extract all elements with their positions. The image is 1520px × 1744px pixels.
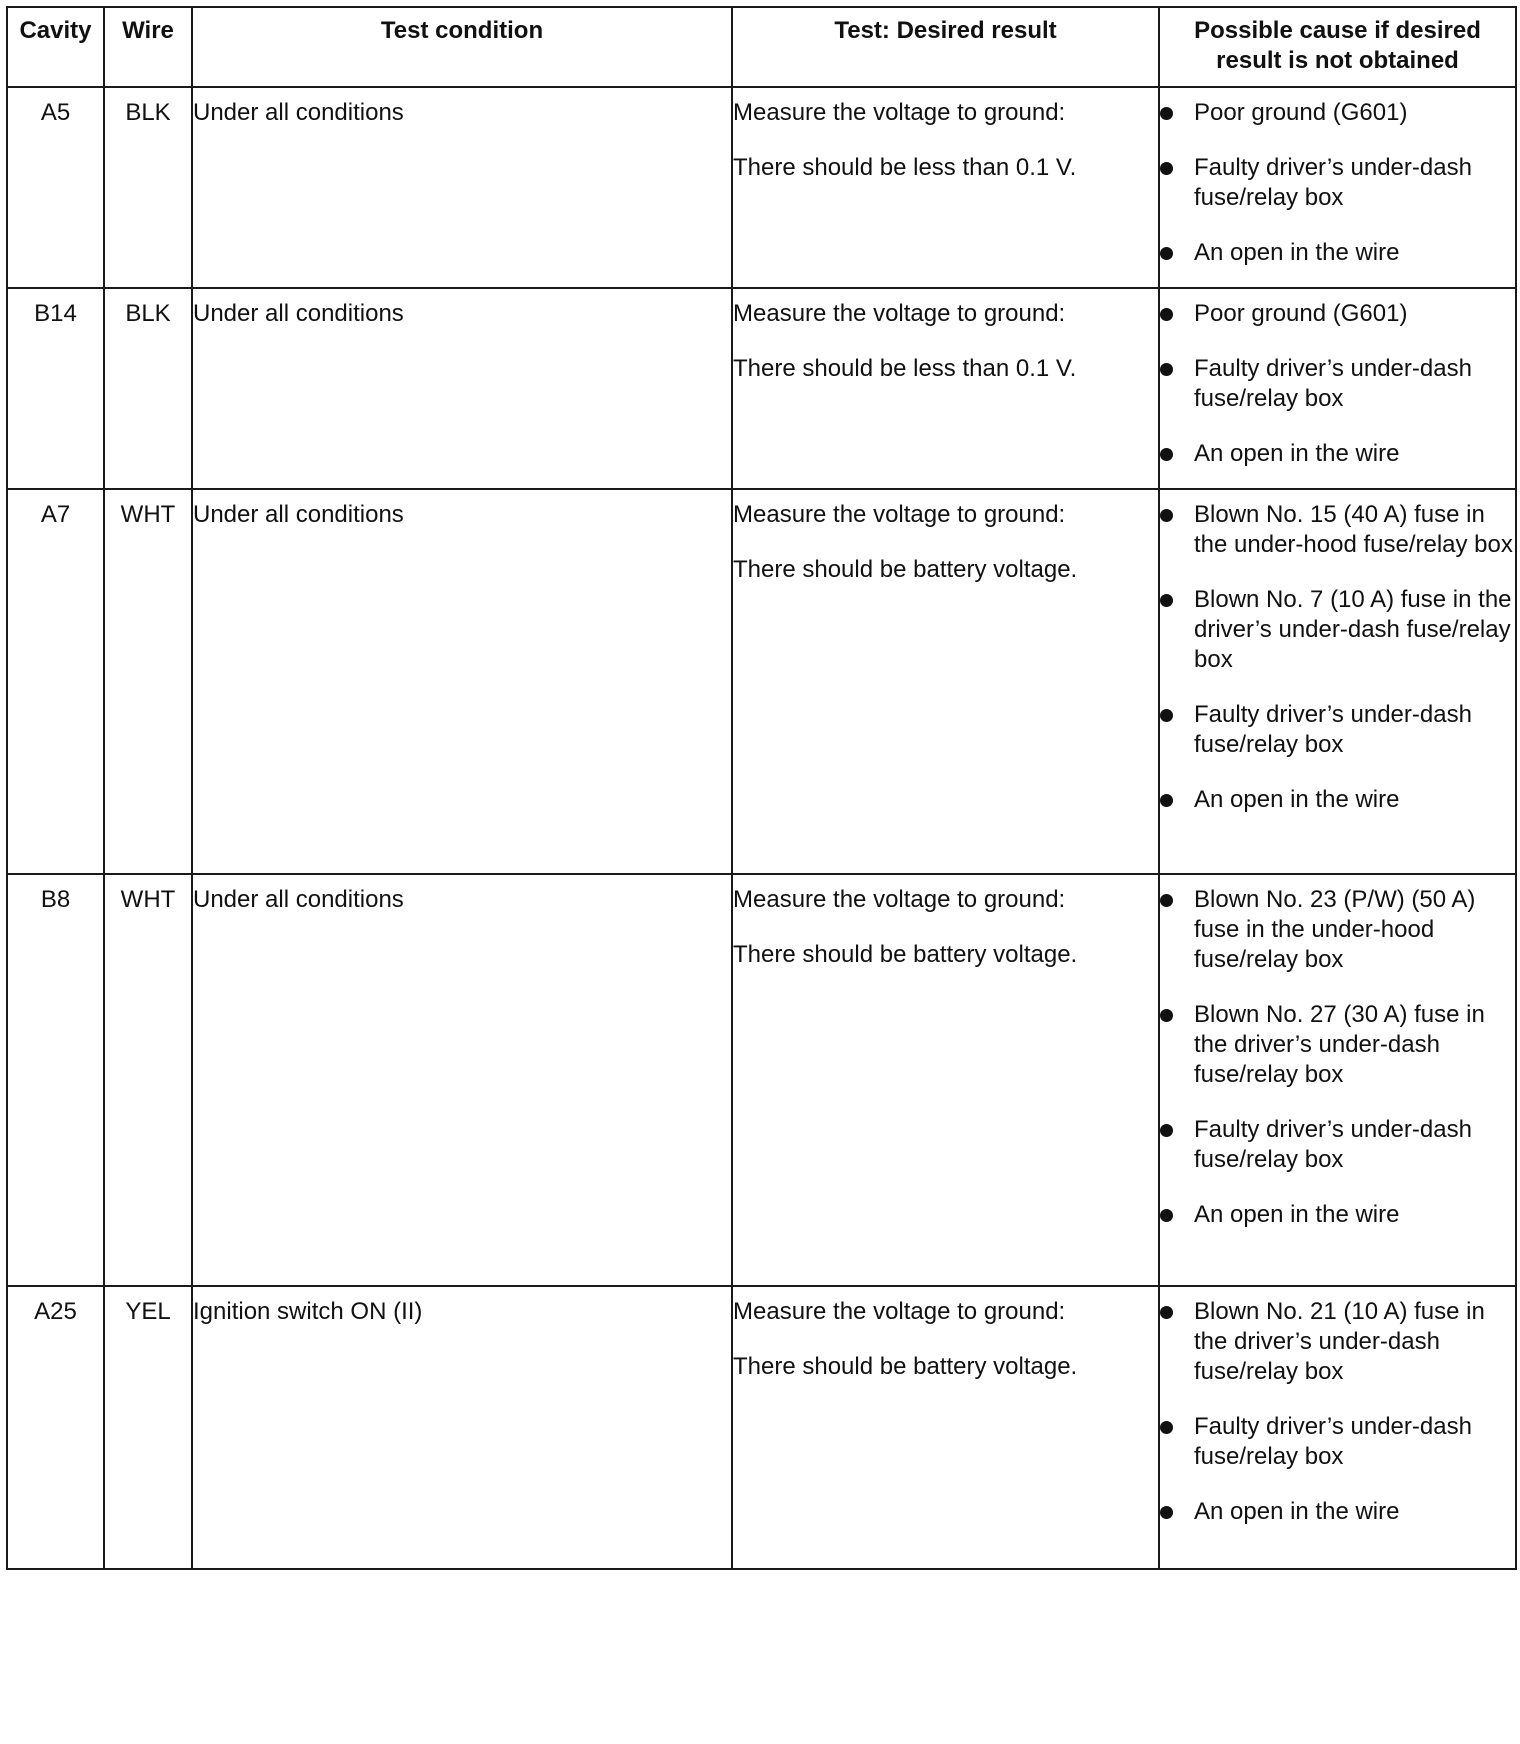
list-item [1160, 1297, 1515, 1387]
cause-text: Faulty driver’s under-dash fuse/relay box [1194, 154, 1472, 211]
possible-cause-cell [1159, 489, 1516, 874]
bullet-icon [1160, 509, 1173, 522]
test-condition-cell: Under all conditions [192, 874, 732, 1286]
cause-list [1160, 885, 1515, 1230]
bullet-icon [1160, 1209, 1173, 1222]
table-row [7, 1286, 1516, 1569]
wire-color-cell: YEL [104, 1286, 192, 1569]
list-item [1160, 885, 1515, 975]
bullet-icon [1160, 1124, 1173, 1137]
wire-color-cell: WHT [104, 874, 192, 1286]
result-expectation: There should be less than 0.1 V. [733, 154, 1077, 181]
list-item [1160, 153, 1515, 213]
cause-text: An open in the wire [1194, 1498, 1400, 1525]
cause-list [1160, 500, 1515, 815]
desired-result-cell [732, 1286, 1159, 1569]
result-instruction: Measure the voltage to ground: [733, 99, 1066, 126]
result-instruction: Measure the voltage to ground: [733, 300, 1066, 327]
cavity-cell: A5 [7, 87, 104, 288]
list-item [1160, 354, 1515, 414]
header-test-condition: Test condition [192, 7, 732, 87]
bullet-icon [1160, 1009, 1173, 1022]
table-header-row [7, 7, 1516, 87]
possible-cause-cell [1159, 1286, 1516, 1569]
header-wire: Wire [104, 7, 192, 87]
cause-text: Blown No. 15 (40 A) fuse in the under-hood fuse/relay box [1194, 501, 1513, 558]
test-condition-cell: Under all conditions [192, 288, 732, 489]
table-row [7, 489, 1516, 874]
wire-color-cell: BLK [104, 288, 192, 489]
result-instruction: Measure the voltage to ground: [733, 886, 1066, 913]
cause-text: Faulty driver’s under-dash fuse/relay box [1194, 701, 1472, 758]
cause-text: Poor ground (G601) [1194, 300, 1408, 327]
list-item [1160, 1000, 1515, 1090]
test-condition-cell: Under all conditions [192, 87, 732, 288]
result-expectation: There should be less than 0.1 V. [733, 355, 1077, 382]
bullet-icon [1160, 1306, 1173, 1319]
cause-text: Poor ground (G601) [1194, 99, 1408, 126]
list-item [1160, 238, 1515, 268]
possible-cause-cell [1159, 288, 1516, 489]
cause-list [1160, 98, 1515, 268]
cavity-cell: B14 [7, 288, 104, 489]
cavity-cell: B8 [7, 874, 104, 1286]
bullet-icon [1160, 247, 1173, 260]
cause-text: Blown No. 23 (P/W) (50 A) fuse in the under-hood fuse/relay box [1194, 886, 1476, 973]
bullet-icon [1160, 709, 1173, 722]
cause-text: Blown No. 27 (30 A) fuse in the driver’s under-dash fuse/relay box [1194, 1001, 1485, 1088]
list-item [1160, 1200, 1515, 1230]
desired-result-cell [732, 489, 1159, 874]
result-expectation: There should be battery voltage. [733, 941, 1078, 968]
test-condition-cell: Ignition switch ON (II) [192, 1286, 732, 1569]
bullet-icon [1160, 1506, 1173, 1519]
bullet-icon [1160, 894, 1173, 907]
bullet-icon [1160, 794, 1173, 807]
table-row [7, 87, 1516, 288]
cavity-cell: A25 [7, 1286, 104, 1569]
bullet-icon [1160, 308, 1173, 321]
list-item [1160, 98, 1515, 128]
list-item [1160, 785, 1515, 815]
table-row [7, 288, 1516, 489]
result-expectation: There should be battery voltage. [733, 1353, 1078, 1380]
cause-list [1160, 1297, 1515, 1527]
table-row [7, 874, 1516, 1286]
desired-result-cell [732, 87, 1159, 288]
bullet-icon [1160, 107, 1173, 120]
header-possible-cause: Possible cause if desired result is not obtained [1159, 7, 1516, 87]
cause-text: An open in the wire [1194, 239, 1400, 266]
cause-list [1160, 299, 1515, 469]
wire-color-cell: BLK [104, 87, 192, 288]
bullet-icon [1160, 448, 1173, 461]
list-item [1160, 500, 1515, 560]
bullet-icon [1160, 594, 1173, 607]
connector-test-table [6, 6, 1517, 1570]
list-item [1160, 585, 1515, 675]
bullet-icon [1160, 162, 1173, 175]
list-item [1160, 1412, 1515, 1472]
desired-result-cell [732, 288, 1159, 489]
list-item [1160, 1497, 1515, 1527]
header-cavity: Cavity [7, 7, 104, 87]
cause-text: Faulty driver’s under-dash fuse/relay box [1194, 1413, 1472, 1470]
cause-text: Blown No. 21 (10 A) fuse in the driver’s under-dash fuse/relay box [1194, 1298, 1485, 1385]
list-item [1160, 439, 1515, 469]
cause-text: An open in the wire [1194, 1201, 1400, 1228]
possible-cause-cell [1159, 87, 1516, 288]
list-item [1160, 299, 1515, 329]
list-item [1160, 1115, 1515, 1175]
possible-cause-cell [1159, 874, 1516, 1286]
cause-text: An open in the wire [1194, 440, 1400, 467]
cavity-cell: A7 [7, 489, 104, 874]
cause-text: Faulty driver’s under-dash fuse/relay box [1194, 1116, 1472, 1173]
result-expectation: There should be battery voltage. [733, 556, 1078, 583]
desired-result-cell [732, 874, 1159, 1286]
bullet-icon [1160, 1421, 1173, 1434]
list-item [1160, 700, 1515, 760]
bullet-icon [1160, 363, 1173, 376]
test-condition-cell: Under all conditions [192, 489, 732, 874]
cause-text: Faulty driver’s under-dash fuse/relay box [1194, 355, 1472, 412]
result-instruction: Measure the voltage to ground: [733, 501, 1066, 528]
header-desired-result: Test: Desired result [732, 7, 1159, 87]
cause-text: An open in the wire [1194, 786, 1400, 813]
result-instruction: Measure the voltage to ground: [733, 1298, 1066, 1325]
cause-text: Blown No. 7 (10 A) fuse in the driver’s under-dash fuse/relay box [1194, 586, 1512, 673]
wire-color-cell: WHT [104, 489, 192, 874]
